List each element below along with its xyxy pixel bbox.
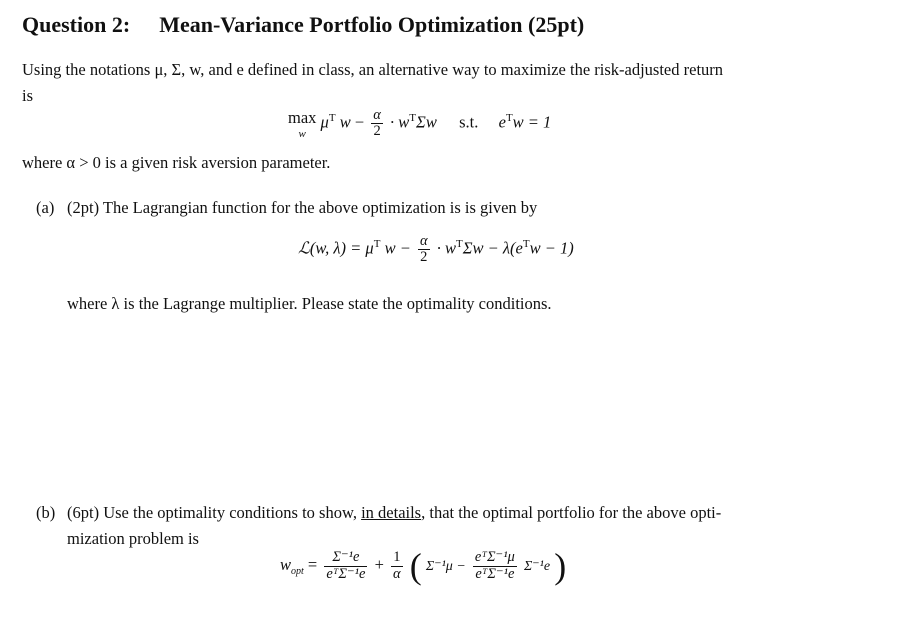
in-details: in details [361,503,422,522]
objective-equation [288,108,551,148]
constraint-rest: w = 1 [512,112,552,132]
right-paren: ) [554,546,567,586]
opt-subscript: opt [291,566,304,578]
w-symbol: w [339,112,351,132]
question-title: Mean-Variance Portfolio Optimization (25pt) [159,12,585,37]
part-b-text-before: (6pt) Use the optimality conditions to show, [67,503,357,522]
transpose-5: T [455,238,463,250]
part-a-label: (a) [36,198,55,217]
lagrangian-equation [298,234,574,265]
alpha-num: α [373,107,381,123]
w-minus: w − [384,238,411,258]
transpose-1: T [328,112,336,124]
one-num: 1 [393,549,401,566]
left-paren: ( [409,546,422,586]
alpha-over-two-2 [418,234,430,265]
alpha-num-2: α [419,233,428,249]
lagrangian-lhs: ℒ(w, λ) = μ [298,238,374,258]
part-a-after: where λ is the Lagrange multiplier. Please state the optimality conditions. [67,294,552,313]
max-operator [288,108,316,148]
lagrangian-rest: Σw − λ(e [462,238,523,258]
sigma-mu: Σ⁻¹μ − [425,558,466,574]
dot-w: · w [390,112,410,132]
mu-symbol: μ [320,112,329,132]
e-symbol: e [498,112,506,132]
fraction-2-den: eᵀΣ⁻¹e [473,566,517,582]
max-subscript: w [298,128,306,140]
transpose-6: T [522,238,530,250]
sigma-w: Σw [416,112,437,132]
part-b-text-after: , that the optimal portfolio for the above opti- [421,503,722,522]
transpose-4: T [373,238,381,250]
plus: + [374,554,384,574]
fraction-2-num: eᵀΣ⁻¹μ [474,549,515,566]
alpha-over-two [371,108,383,139]
equals: = [307,554,318,574]
fraction-1-num: Σ⁻¹e [332,549,360,566]
optimal-portfolio-equation [280,548,566,584]
part-a-text: (2pt) The Lagrangian function for the above optimization is is given by [67,198,538,217]
part-b-line-1 [67,503,721,523]
minus-sign: − [354,112,365,132]
max-text: max [288,108,317,127]
two-den-2: 2 [418,249,430,265]
subject-to: s.t. [459,112,479,132]
question-heading [22,12,584,38]
one-over-alpha [391,550,403,581]
sigma-e: Σ⁻¹e [523,558,551,574]
two-den: 2 [371,123,383,139]
lagrangian-rest-2: w − 1) [529,238,574,258]
where-alpha-text: where α > 0 is a given risk aversion parameter. [22,153,331,172]
transpose-3: T [505,112,513,124]
dot-w-2: · w [436,238,456,258]
fraction-2 [473,550,517,581]
fraction-1 [324,550,367,581]
w-opt: w [280,554,292,574]
intro-line-1: Using the notations μ, Σ, w, and e defined in class, an alternative way to maximize the risk-adjusted return [22,60,724,79]
question-number: Question 2: [22,12,131,37]
part-b-label: (b) [36,503,56,522]
alpha-den: α [393,565,401,582]
part-b-line-2: mization problem is [67,529,199,548]
intro-line-2: is [22,86,34,105]
fraction-1-den: eᵀΣ⁻¹e [326,565,366,582]
transpose-2: T [409,112,417,124]
